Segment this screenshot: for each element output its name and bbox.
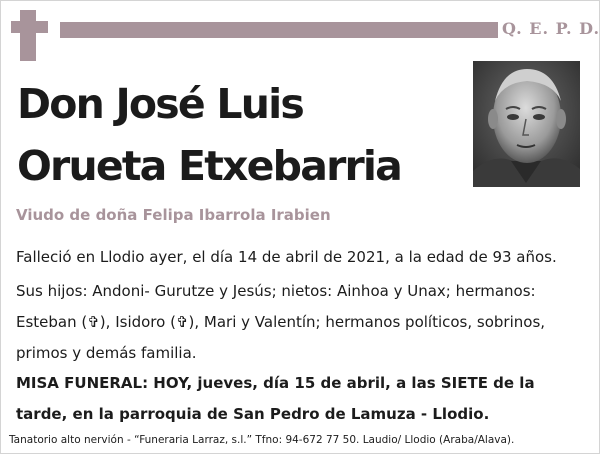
funeral-mass-notice: MISA FUNERAL: HOY, jueves, día 15 de abril, a las SIETE de la tarde, en la parroquia de San Pedro de Lamuza - Llodio. bbox=[16, 374, 535, 423]
death-notice: Falleció en Llodio ayer, el día 14 de abril de 2021, a la edad de 93 años. bbox=[16, 248, 557, 266]
header-bar bbox=[60, 22, 498, 38]
portrait-photo bbox=[473, 61, 580, 187]
widow-subtitle: Viudo de doña Felipa Ibarrola Irabien bbox=[16, 206, 331, 224]
family-list: Sus hijos: Andoni- Gurutze y Jesús; nietos: Ainhoa y Unax; hermanos: Esteban (✞), Isidoro (✞), Mari y Valentín; hermanos políticos, sobrinos, primos y demás familia. bbox=[16, 282, 546, 362]
funeral-home-footer: Tanatorio alto nervión - “Funeraria Larraz, s.l.” Tfno: 94-672 77 50. Laudio/ Llodio (Araba/Alava). bbox=[9, 434, 515, 446]
name-line-2: Orueta Etxebarria bbox=[17, 142, 402, 190]
qepd-label: Q. E. P. D. bbox=[502, 19, 600, 38]
name-line-1: Don José Luis bbox=[17, 80, 303, 128]
